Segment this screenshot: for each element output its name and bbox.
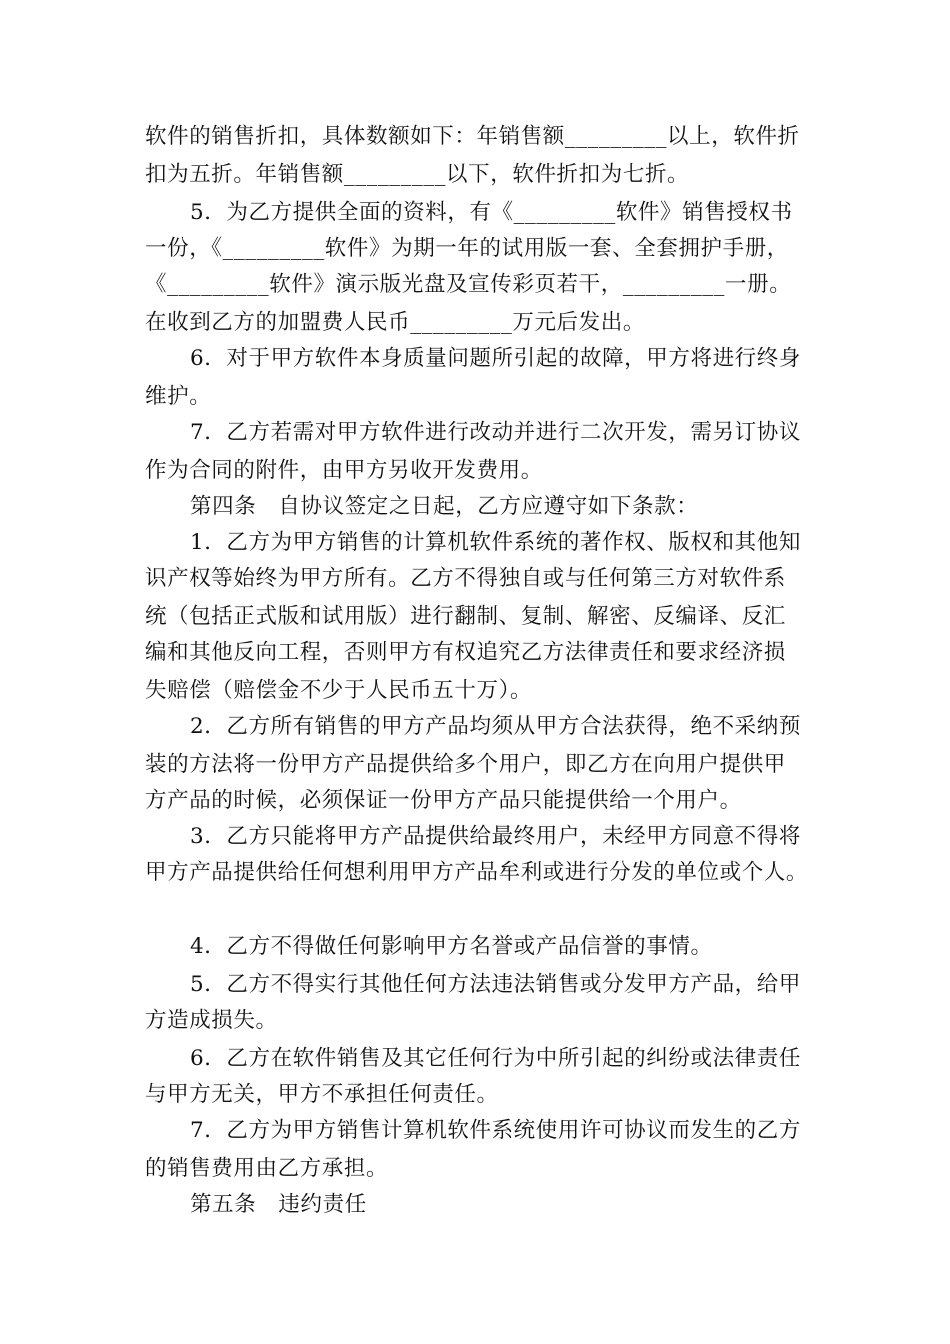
text-line: 统（包括正式版和试用版）进行翻制、复制、解密、反编译、反汇	[145, 604, 786, 629]
text-line: 6．乙方在软件销售及其它任何行为中所引起的纠纷或法律责任	[190, 1046, 801, 1071]
text-line: 扣为五折。年销售额_________以下，软件折扣为七折。	[145, 162, 690, 187]
text-line: 7．乙方为甲方销售计算机软件系统使用许可协议而发生的乙方	[190, 1118, 801, 1143]
text-line: 装的方法将一份甲方产品提供给多个用户，即乙方在向用户提供甲	[145, 752, 786, 777]
text-line: 与甲方无关，甲方不承担任何责任。	[145, 1082, 499, 1107]
text-line: 识产权等始终为甲方所有。乙方不得独自或与任何第三方对软件系	[145, 566, 786, 591]
text-line: 5．乙方不得实行其他任何方法违法销售或分发甲方产品，给甲	[190, 972, 801, 997]
text-line: 一份，《_________软件》为期一年的试用版一套、全套拥护手册，	[145, 236, 789, 261]
text-line: 方造成损失。	[145, 1008, 278, 1033]
text-line: 编和其他反向工程，否则甲方有权追究乙方法律责任和要求经济损	[145, 640, 786, 665]
text-line: 《_________软件》演示版光盘及宣传彩页若干，_________一册。	[145, 272, 792, 297]
text-line: 作为合同的附件，由甲方另收开发费用。	[145, 458, 543, 483]
text-line: 失赔偿（赔偿金不少于人民币五十万）。	[145, 678, 533, 703]
text-line: 在收到乙方的加盟费人民币_________万元后发出。	[145, 310, 645, 335]
text-line: 软件的销售折扣，具体数额如下：年销售额_________以上，软件折	[145, 124, 800, 149]
text-line: 4．乙方不得做任何影响甲方名誉或产品信誉的事情。	[190, 934, 713, 959]
text-line: 2．乙方所有销售的甲方产品均须从甲方合法获得，绝不采纳预	[190, 714, 801, 739]
text-line: 6．对于甲方软件本身质量问题所引起的故障，甲方将进行终身	[190, 346, 801, 371]
text-line: 1．乙方为甲方销售的计算机软件系统的著作权、版权和其他知	[190, 530, 801, 555]
section-heading: 第五条 违约责任	[190, 1192, 367, 1217]
section-heading: 第四条 自协议签定之日起，乙方应遵守如下条款：	[190, 494, 699, 519]
text-line: 维护。	[145, 384, 212, 409]
text-line: 方产品的时候，必须保证一份甲方产品只能提供给一个用户。	[145, 788, 742, 813]
text-line: 5．为乙方提供全面的资料，有《_________软件》销售授权书	[190, 200, 793, 225]
text-line: 的销售费用由乙方承担。	[145, 1156, 389, 1181]
text-line: 甲方产品提供给任何想利用甲方产品牟利或进行分发的单位或个人。	[145, 860, 809, 885]
text-line: 3．乙方只能将甲方产品提供给最终用户，未经甲方同意不得将	[190, 824, 801, 849]
text-line: 7．乙方若需对甲方软件进行改动并进行二次开发，需另订协议	[190, 420, 801, 445]
